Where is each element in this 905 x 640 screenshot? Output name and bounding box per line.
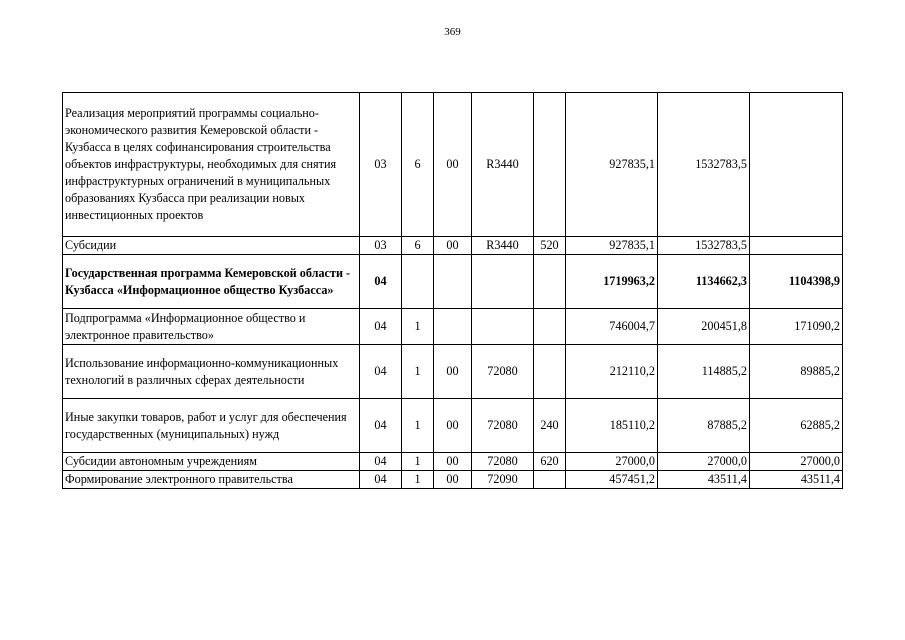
expense-type-code-cell: 240 (534, 399, 566, 453)
row-name-cell: Иные закупки товаров, работ и услуг для обеспечения государственных (муниципальных) нужд (63, 399, 360, 453)
subprogram-code-cell: 1 (402, 471, 434, 489)
amount-year3-cell: 89885,2 (750, 345, 843, 399)
subprogram-code-cell: 1 (402, 399, 434, 453)
row-name-cell: Субсидии автономным учреждениям (63, 453, 360, 471)
main-activity-code-cell: 00 (434, 237, 472, 255)
main-activity-code-cell: 00 (434, 399, 472, 453)
table-row (63, 345, 843, 399)
expense-type-code-cell (534, 309, 566, 345)
main-activity-code-cell (434, 309, 472, 345)
table-row (63, 309, 843, 345)
table-row (63, 93, 843, 237)
main-activity-code-cell: 00 (434, 471, 472, 489)
direction-code-cell: 72080 (472, 345, 534, 399)
expense-type-code-cell: 520 (534, 237, 566, 255)
amount-year2-cell: 1532783,5 (658, 237, 750, 255)
program-code-cell: 04 (360, 309, 402, 345)
subprogram-code-cell: 1 (402, 309, 434, 345)
amount-year1-cell: 927835,1 (566, 93, 658, 237)
main-activity-code-cell: 00 (434, 93, 472, 237)
amount-year2-cell: 1532783,5 (658, 93, 750, 237)
row-name-cell: Формирование электронного правительства (63, 471, 360, 489)
amount-year3-cell: 43511,4 (750, 471, 843, 489)
row-name-cell: Использование информационно-коммуникационных технологий в различных сферах деятельности (63, 345, 360, 399)
budget-table (62, 92, 843, 489)
table-body (63, 93, 843, 489)
amount-year3-cell: 27000,0 (750, 453, 843, 471)
direction-code-cell: R3440 (472, 93, 534, 237)
amount-year1-cell: 185110,2 (566, 399, 658, 453)
amount-year2-cell: 200451,8 (658, 309, 750, 345)
program-code-cell: 03 (360, 93, 402, 237)
row-name-cell: Реализация мероприятий программы социально-экономического развития Кемеровской области - Кузбасса в целях софинансирования строительства объектов инфраструктуры, необходимых для снятия инфраструктурных ограничений в муниципальных образованиях Кузбасса при реализации новых инвестиционных проектов (63, 93, 360, 237)
program-code-cell: 03 (360, 237, 402, 255)
amount-year3-cell (750, 93, 843, 237)
subprogram-code-cell: 6 (402, 93, 434, 237)
table-row (63, 453, 843, 471)
table-row (63, 255, 843, 309)
main-activity-code-cell: 00 (434, 453, 472, 471)
table-row (63, 471, 843, 489)
table-row (63, 237, 843, 255)
amount-year2-cell: 114885,2 (658, 345, 750, 399)
subprogram-code-cell: 1 (402, 453, 434, 471)
expense-type-code-cell (534, 93, 566, 237)
program-code-cell: 04 (360, 345, 402, 399)
amount-year2-cell: 43511,4 (658, 471, 750, 489)
table-row (63, 399, 843, 453)
main-activity-code-cell (434, 255, 472, 309)
direction-code-cell (472, 309, 534, 345)
amount-year2-cell: 1134662,3 (658, 255, 750, 309)
page-number: 369 (444, 26, 461, 38)
amount-year3-cell (750, 237, 843, 255)
direction-code-cell: R3440 (472, 237, 534, 255)
row-name-cell: Государственная программа Кемеровской области - Кузбасса «Информационное общество Кузбасса» (63, 255, 360, 309)
amount-year3-cell: 62885,2 (750, 399, 843, 453)
amount-year1-cell: 27000,0 (566, 453, 658, 471)
expense-type-code-cell (534, 255, 566, 309)
direction-code-cell (472, 255, 534, 309)
subprogram-code-cell: 6 (402, 237, 434, 255)
main-activity-code-cell: 00 (434, 345, 472, 399)
direction-code-cell: 72090 (472, 471, 534, 489)
amount-year2-cell: 27000,0 (658, 453, 750, 471)
amount-year3-cell: 1104398,9 (750, 255, 843, 309)
row-name-cell: Подпрограмма «Информационное общество и электронное правительство» (63, 309, 360, 345)
amount-year1-cell: 1719963,2 (566, 255, 658, 309)
row-name-cell: Субсидии (63, 237, 360, 255)
direction-code-cell: 72080 (472, 453, 534, 471)
program-code-cell: 04 (360, 453, 402, 471)
subprogram-code-cell (402, 255, 434, 309)
program-code-cell: 04 (360, 255, 402, 309)
amount-year2-cell: 87885,2 (658, 399, 750, 453)
amount-year1-cell: 746004,7 (566, 309, 658, 345)
subprogram-code-cell: 1 (402, 345, 434, 399)
direction-code-cell: 72080 (472, 399, 534, 453)
amount-year1-cell: 457451,2 (566, 471, 658, 489)
program-code-cell: 04 (360, 399, 402, 453)
expense-type-code-cell (534, 345, 566, 399)
amount-year1-cell: 212110,2 (566, 345, 658, 399)
amount-year1-cell: 927835,1 (566, 237, 658, 255)
amount-year3-cell: 171090,2 (750, 309, 843, 345)
expense-type-code-cell (534, 471, 566, 489)
expense-type-code-cell: 620 (534, 453, 566, 471)
program-code-cell: 04 (360, 471, 402, 489)
